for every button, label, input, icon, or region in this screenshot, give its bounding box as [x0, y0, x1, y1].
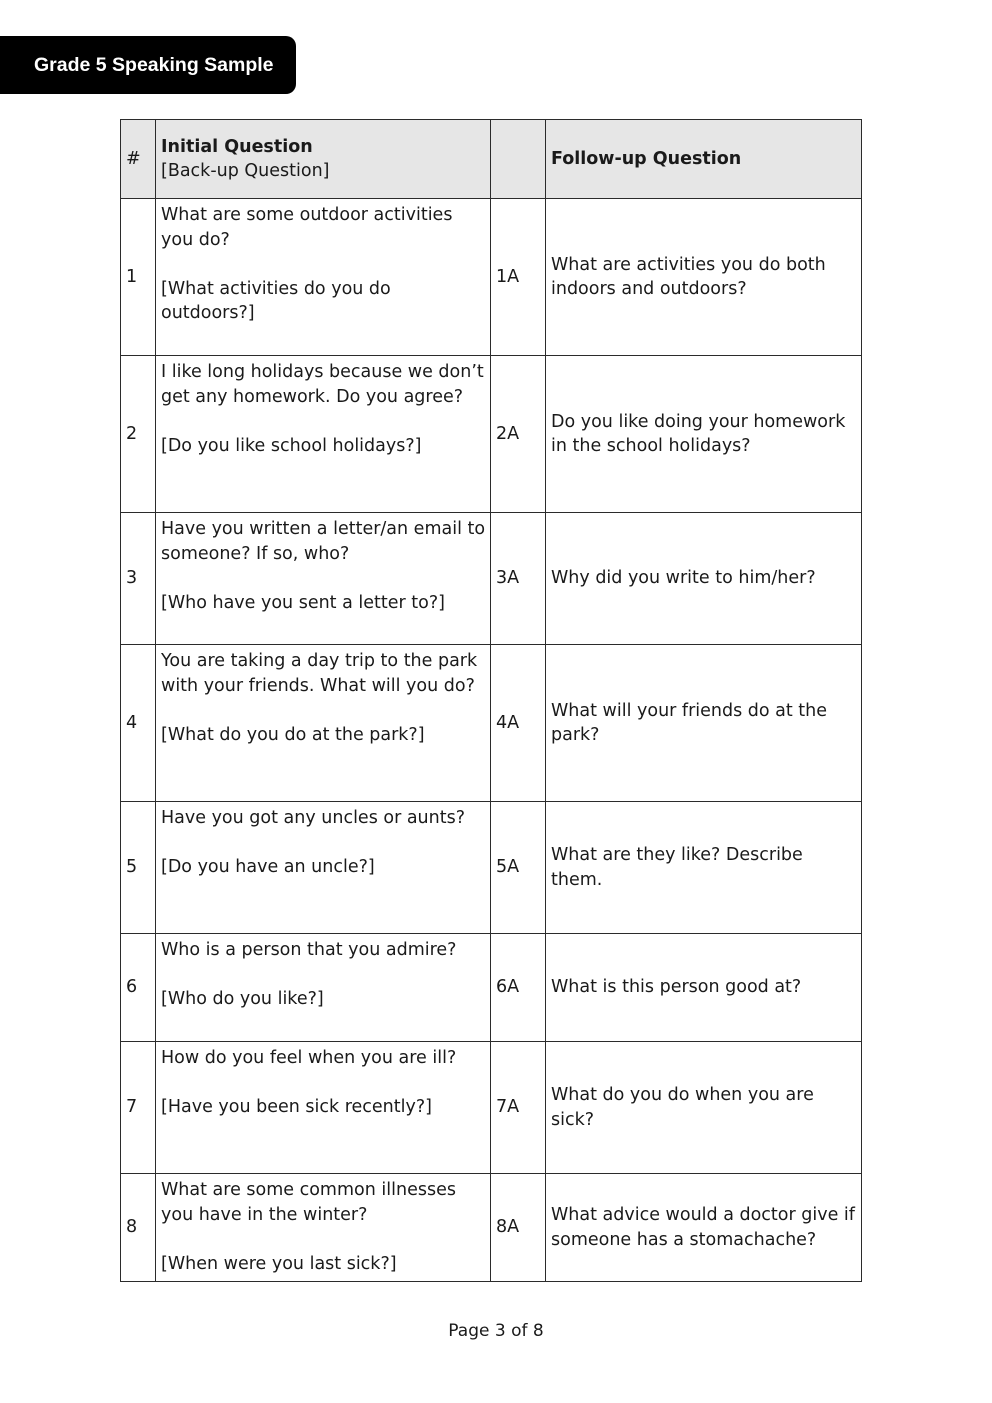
initial-question: Have you got any uncles or aunts? [161, 808, 466, 828]
row-number: 8 [121, 1174, 156, 1282]
initial-question: Who is a person that you admire? [161, 940, 457, 960]
header-backup-label: [Back-up Question] [161, 161, 330, 181]
row-number: 5 [121, 802, 156, 934]
initial-question-cell [156, 802, 491, 934]
header-initial [156, 120, 491, 199]
follow-up-question: What is this person good at? [546, 934, 862, 1042]
initial-question-cell [156, 934, 491, 1042]
follow-up-code: 2A [491, 356, 546, 513]
table-row [121, 802, 862, 934]
follow-up-code: 5A [491, 802, 546, 934]
backup-question: [What activities do you do outdoors?] [161, 278, 391, 323]
follow-up-question: What do you do when you are sick? [546, 1042, 862, 1174]
initial-question-cell [156, 199, 491, 356]
backup-question: [Who do you like?] [161, 989, 324, 1009]
initial-question: What are some common illnesses you have in the winter? [161, 1180, 456, 1225]
follow-up-code: 7A [491, 1042, 546, 1174]
table-row [121, 1174, 862, 1282]
row-number: 1 [121, 199, 156, 356]
table-row [121, 934, 862, 1042]
follow-up-question: What are they like? Describe them. [546, 802, 862, 934]
initial-question: What are some outdoor activities you do? [161, 205, 453, 250]
header-number: # [121, 120, 156, 199]
initial-question: I like long holidays because we don’t get any homework. Do you agree? [161, 362, 484, 407]
backup-question: [Have you been sick recently?] [161, 1097, 432, 1117]
backup-question: [Who have you sent a letter to?] [161, 592, 445, 613]
header-banner [0, 36, 296, 94]
initial-question-cell [156, 1042, 491, 1174]
header-followup [546, 120, 862, 199]
backup-question: [When were you last sick?] [161, 1253, 397, 1274]
row-number: 7 [121, 1042, 156, 1174]
follow-up-question: Why did you write to him/her? [546, 513, 862, 645]
table-row [121, 199, 862, 356]
initial-question: Have you written a letter/an email to someone? If so, who? [161, 519, 486, 564]
page-number: Page 3 of 8 [448, 1321, 544, 1341]
table-row [121, 645, 862, 802]
follow-up-question: What advice would a doctor give if someone has a stomachache? [546, 1174, 862, 1282]
initial-question-cell [156, 513, 491, 645]
follow-up-question: What will your friends do at the park? [546, 645, 862, 802]
initial-question: You are taking a day trip to the park with your friends. What will you do? [161, 651, 478, 696]
initial-question-cell [156, 356, 491, 513]
banner-title: Grade 5 Speaking Sample [34, 53, 274, 76]
follow-up-question: Do you like doing your homework in the school holidays? [546, 356, 862, 513]
backup-question: [What do you do at the park?] [161, 724, 425, 745]
follow-up-code: 8A [491, 1174, 546, 1282]
table-row [121, 356, 862, 513]
follow-up-code: 6A [491, 934, 546, 1042]
initial-question: How do you feel when you are ill? [161, 1048, 457, 1068]
follow-up-code: 4A [491, 645, 546, 802]
follow-up-question: What are activities you do both indoors and outdoors? [546, 199, 862, 356]
initial-question-cell [156, 1174, 491, 1282]
row-number: 3 [121, 513, 156, 645]
follow-up-code: 3A [491, 513, 546, 645]
row-number: 6 [121, 934, 156, 1042]
row-number: 2 [121, 356, 156, 513]
backup-question: [Do you like school holidays?] [161, 435, 422, 456]
header-followup-label: Follow-up Question [551, 148, 742, 169]
table-row [121, 513, 862, 645]
backup-question: [Do you have an uncle?] [161, 857, 375, 877]
header-code [491, 120, 546, 199]
header-initial-label: Initial Question [161, 136, 313, 157]
follow-up-code: 1A [491, 199, 546, 356]
table-header-row [121, 120, 862, 199]
table-row [121, 1042, 862, 1174]
initial-question-cell [156, 645, 491, 802]
row-number: 4 [121, 645, 156, 802]
questions-table [120, 119, 862, 1282]
